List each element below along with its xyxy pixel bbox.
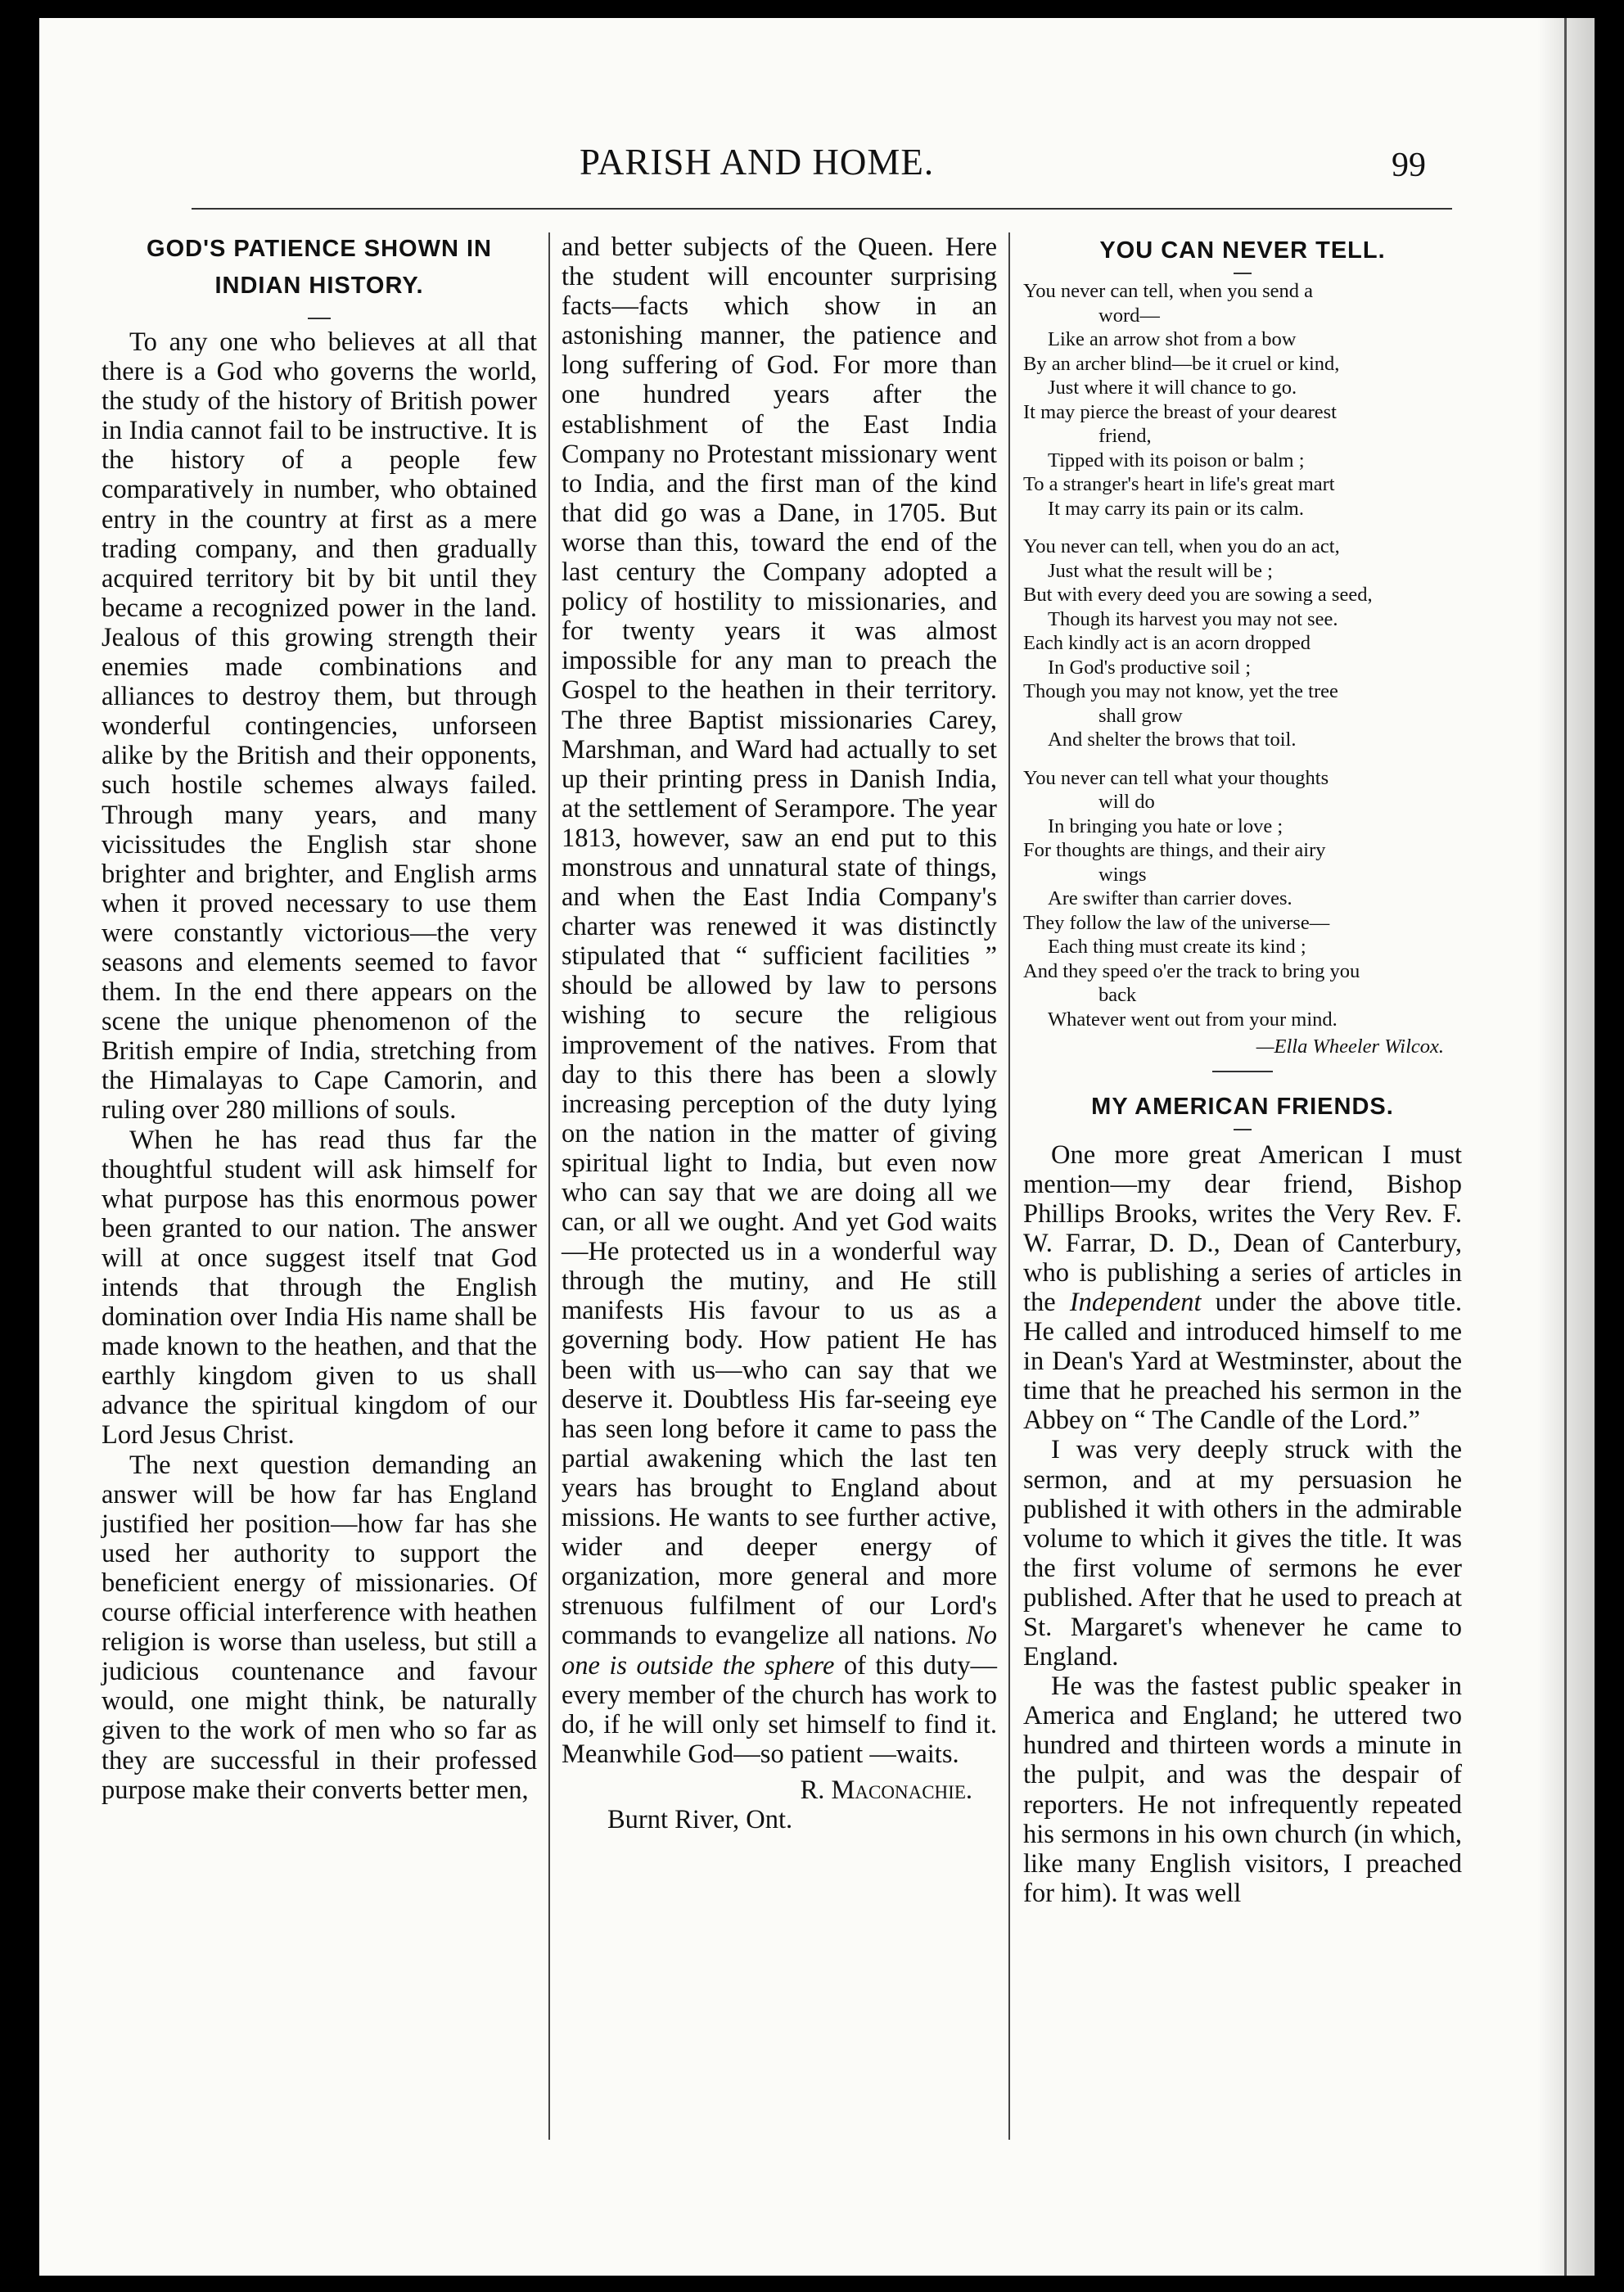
poem-line: Each kindly act is an acorn dropped xyxy=(1023,632,1311,654)
poem-line: To a stranger's heart in life's great mart xyxy=(1023,473,1335,495)
article-heading-american-friends: MY AMERICAN FRIENDS. xyxy=(1091,1093,1394,1120)
paragraph-text: One more great American I must mention—my dear friend, Bishop Phillips Brooks, writes the Very Rev. F. W. Farrar, D. D., Dean of Canterbury, who is publishing a series of articles in the xyxy=(1023,1139,1462,1317)
poem-stanza-3 xyxy=(1023,766,1462,1032)
column-divider-right xyxy=(1008,232,1010,2140)
column-left xyxy=(102,231,537,1805)
column-middle xyxy=(562,232,997,1834)
poem-line: shall grow xyxy=(1098,704,1183,727)
article-heading-dash xyxy=(1234,1129,1252,1130)
poem-line: But with every deed you are sowing a seed, xyxy=(1023,584,1373,606)
paragraph: To any one who believes at all that there is a God who governs the world, the study of the history of British power in India cannot fail to be instructive. It is the history of a people few comparatively in number, who obtained entry in the country at first as a mere trading company, and then gradually acquired territory bit by bit until they became a recognized power in the land. Jealous of this growing strength their enemies made combinations and alliances to destroy them, but through wonderful contingencies, unforseen alike by the British and their opponents, such hostile schemes always failed. Through many years, and many vicissitudes the English star shone brighter and brighter, and English arms when it proved necessary to use them were constantly victorious—the very seasons and elements seemed to favor them. In the end there appears on the scene the unique phenomenon of the British empire of India, stretching from the Himalayas to Cape Camorin, and ruling over 280 millions of souls. xyxy=(102,327,537,1126)
heading-line-1: GOD'S PATIENCE SHOWN IN xyxy=(147,236,492,262)
poem-stanza-1 xyxy=(1023,279,1462,521)
poem-line: Whatever went out from your mind. xyxy=(1048,1008,1338,1031)
poem-line: word— xyxy=(1098,304,1160,327)
poem-line: It may carry its pain or its calm. xyxy=(1048,497,1304,520)
poem-line: By an archer blind—be it cruel or kind, xyxy=(1023,352,1340,375)
paragraph: The next question demanding an answer will be how far has England justified her position—how far has she used her authority to support the beneficient energy of missionaries. Of course official interference with heathen religion is worse than useless, but still a judicious countenance and favour would, one might think, be naturally given to the work of men who so far as they are successful in their professed purpose make their converts better men, xyxy=(102,1450,537,1805)
paragraph xyxy=(1023,1140,1462,1436)
emphasis-text: No one is outside the sphere xyxy=(562,1621,998,1681)
poem-line: In bringing you hate or love ; xyxy=(1048,814,1283,837)
running-header-title: PARISH AND HOME. xyxy=(580,142,935,183)
poem-author: —Ella Wheeler Wilcox. xyxy=(1256,1035,1444,1058)
signature-place: Burnt River, Ont. xyxy=(607,1804,793,1834)
poem-title-dash xyxy=(1234,273,1252,274)
poem-line: back xyxy=(1098,984,1137,1006)
poem-line: They follow the law of the universe— xyxy=(1023,911,1330,934)
poem-line: Tipped with its poison or balm ; xyxy=(1048,449,1305,471)
page-number: 99 xyxy=(1392,147,1426,184)
paragraph: He was the fastest public speaker in America and England; he uttered two hundred and thirteen words a minute in the pulpit, and was the despair of reporters. He not infrequently repeated his sermons in his own church (in which, like many English visitors, I preached for him). It was well xyxy=(1023,1672,1462,1908)
poem-line: Though its harvest you may not see. xyxy=(1048,607,1338,630)
poem xyxy=(1023,279,1462,1059)
poem-line: will do xyxy=(1098,791,1155,813)
heading-line-2: INDIAN HISTORY. xyxy=(214,273,424,299)
poem-line: friend, xyxy=(1098,425,1152,447)
poem-line: You never can tell what your thoughts xyxy=(1023,766,1329,789)
page xyxy=(39,18,1595,2276)
poem-stanza-2 xyxy=(1023,535,1462,752)
paragraph-text: and better subjects of the Queen. Here the student will encounter surprising facts—facts which show in an astonishing manner, the patience and long suffering of God. For more than one hundred years after the establishment of the East India Company no Protestant missionary went to India, and the first man of the kind that did go was a Dane, in 1705. But worse than this, toward the end of the last century the Company adopted a policy of hostility to missionaries, and for twenty years it was almost impossible for any man to preach the Gospel to the heathen in their territory. The three Baptist missionaries Carey, Marshman, and Ward had actually to set up their printing press in Danish India, at the settlement of Serampore. The year 1813, however, saw an end put to this monstrous and unnatural state of things, and when the East India Company's charter was renewed it was distinctly stipulated that “ sufficient facilities ” should be allowed by law to persons wishing to secure the religious improvement of the natives. From that day to this there has been a slowly increasing perception of the duty lying on the nation in the matter of giving spiritual light to India, but even now who can say that we are doing all we can, or all we ought. And yet God waits—He protected us in a wonderful way through the mutiny, and He still manifests His favour to us as a governing body. How patient He has been with us—who can say that we deserve it. Doubtless His far-seeing eye has seen long before it came to pass the partial awakening which the last ten years has brought to England about missions. He wants to see further active, wider and deeper energy of organization, more general and more strenuous fulfilment of our Lord's commands to evangelize all nations. xyxy=(562,232,997,1651)
poem-line: Though you may not know, yet the tree xyxy=(1023,680,1338,702)
poem-line: Like an arrow shot from a bow xyxy=(1048,328,1297,350)
poem-line: wings xyxy=(1098,863,1147,886)
heading-dash xyxy=(308,318,331,319)
poem-line: Each thing must create its kind ; xyxy=(1048,936,1306,958)
article-heading-gods-patience xyxy=(102,231,537,305)
column-divider-left xyxy=(548,232,550,2140)
section-separator xyxy=(1212,1071,1273,1072)
poem-line: Just where it will chance to go. xyxy=(1048,377,1297,399)
poem-line: And they speed o'er the track to bring you xyxy=(1023,959,1360,982)
poem-title: YOU CAN NEVER TELL. xyxy=(1099,237,1386,264)
poem-line: You never can tell, when you do an act, xyxy=(1023,535,1340,557)
paragraph-text: under the above title. He called and introduced himself to me in Dean's Yard at Westminster, about the time that he preached his sermon in the Abbey on “ The Candle of the Lord.” xyxy=(1023,1287,1463,1436)
page-edge-line xyxy=(1564,18,1567,2276)
paragraph: When he has read thus far the thoughtful student will ask himself for what purpose has this enormous power been granted to our nation. The answer will at once suggest itself tnat God intends that through the English domination over India His name shall be made known to the heathen, and that the earthly kingdom given to us shall advance the spiritual kingdom of our Lord Jesus Christ. xyxy=(102,1125,537,1451)
paragraph-text: of this duty—every member of the church has work to do, if he will only set himself to find it. Meanwhile God—so patient —waits. xyxy=(562,1650,997,1769)
column-right xyxy=(1023,232,1462,1908)
paragraph: I was very deeply struck with the sermon, and at my persuasion he published it with others in the admirable volume to which it gives the title. It was the first volume of sermons he ever published. After that he used to preach at St. Margaret's whenever he came to England. xyxy=(1023,1435,1462,1672)
emphasis-text: Independent xyxy=(1069,1287,1202,1317)
header-rule xyxy=(192,208,1452,210)
poem-line: It may pierce the breast of your dearest xyxy=(1023,400,1337,423)
poem-line: In God's productive soil ; xyxy=(1048,656,1252,679)
poem-line: You never can tell, when you send a xyxy=(1023,280,1314,302)
signature-name: R. Maconachie. xyxy=(800,1775,972,1805)
poem-line: Are swifter than carrier doves. xyxy=(1048,887,1292,909)
paragraph xyxy=(562,232,997,1769)
poem-line: For thoughts are things, and their airy xyxy=(1023,839,1326,861)
poem-line: And shelter the brows that toil. xyxy=(1048,729,1297,751)
poem-line: Just what the result will be ; xyxy=(1048,559,1273,582)
